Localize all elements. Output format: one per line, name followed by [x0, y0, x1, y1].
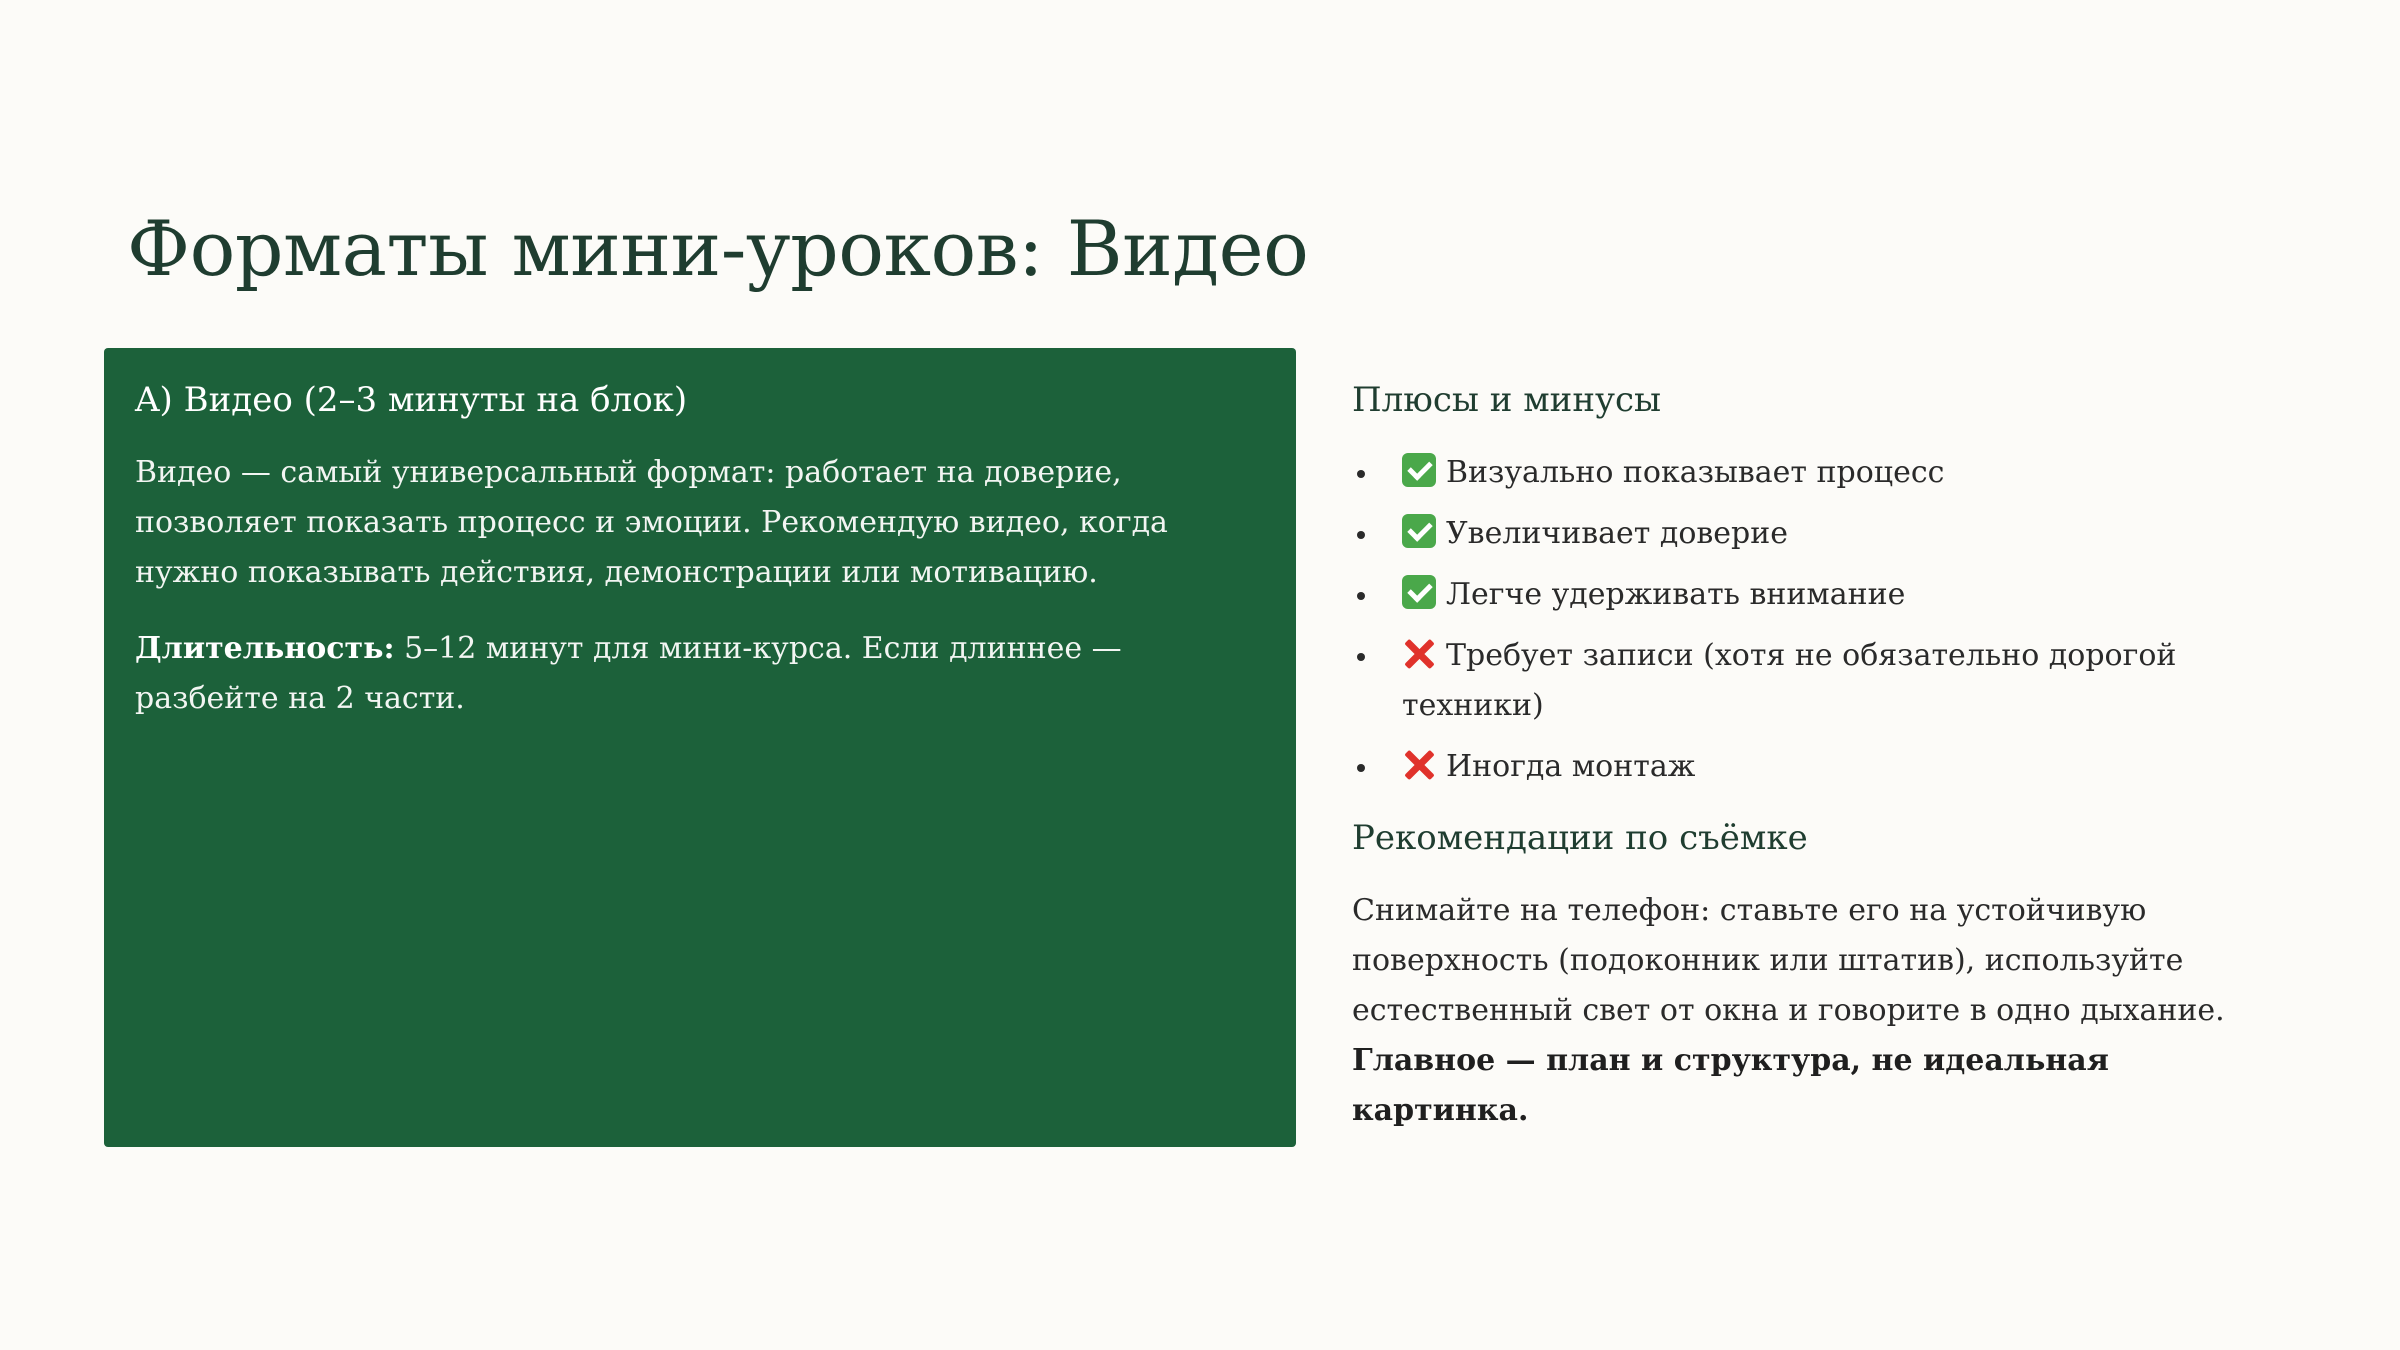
check-mark-icon: [1402, 453, 1436, 487]
list-item-text: Увеличивает доверие: [1446, 516, 1788, 552]
cross-mark-icon: [1402, 636, 1436, 670]
recommendations-body: Снимайте на телефон: ставьте его на устойчивую поверхность (подоконник или штатив), используйте естественный свет от окна и говорите в одно дыхание.: [1352, 893, 2225, 1029]
list-item: [1352, 509, 2252, 559]
list-item: [1352, 742, 2252, 792]
check-mark-icon: [1402, 514, 1436, 548]
check-mark-icon: [1402, 575, 1436, 609]
recommendations-heading: Рекомендации по съёмке: [1352, 818, 1808, 859]
list-item: [1352, 448, 2252, 498]
list-item-text: Иногда монтаж: [1446, 749, 1696, 785]
list-item-text: Требует записи (хотя не обязательно дорогой техники): [1402, 638, 2177, 724]
list-item-text: Визуально показывает процесс: [1446, 455, 1945, 491]
duration-text: 5–12 минут для мини-курса. Если длиннее — разбейте на 2 части.: [135, 631, 1122, 717]
list-item: [1352, 631, 2252, 731]
card-heading: A) Видео (2–3 минуты на блок): [135, 380, 688, 420]
pros-cons-heading: Плюсы и минусы: [1352, 380, 1662, 420]
pros-cons-list: [1352, 448, 2252, 792]
recommendations-text: [1352, 886, 2252, 1136]
right-column: [1352, 378, 2252, 1136]
card-duration: [135, 624, 1266, 724]
card-description: Видео — самый универсальный формат: работает на доверие, позволяет показать процесс и эмоции. Рекомендую видео, когда нужно показывать действия, демонстрации или мотивацию.: [135, 455, 1168, 591]
duration-label: Длительность:: [135, 631, 395, 667]
list-item: [1352, 570, 2252, 620]
video-format-card: [104, 348, 1296, 1147]
list-item-text: Легче удерживать внимание: [1446, 577, 1906, 613]
slide-title: Форматы мини-уроков: Видео: [127, 204, 1309, 293]
recommendations-emphasis: Главное — план и структура, не идеальная картинка.: [1352, 1043, 2109, 1129]
cross-mark-icon: [1402, 747, 1436, 781]
